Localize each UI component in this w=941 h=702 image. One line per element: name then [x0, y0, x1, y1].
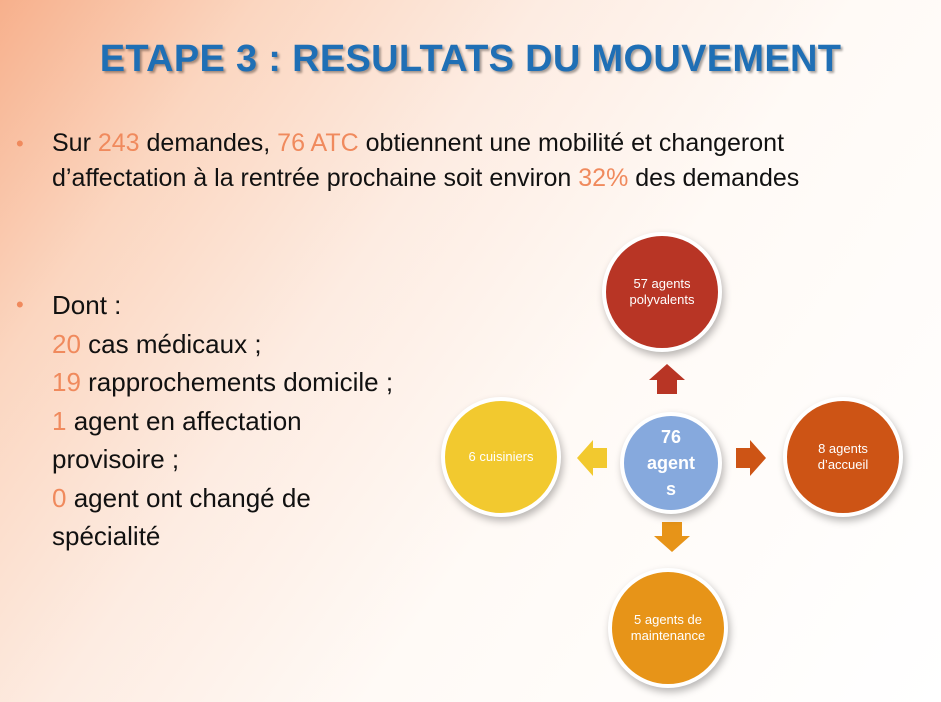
arrow-up-icon [647, 362, 687, 396]
detail-item [52, 402, 412, 479]
bullet-details [52, 286, 412, 556]
node-accueil [783, 397, 903, 517]
node-center-total [620, 412, 722, 514]
percentage: 32% [578, 164, 629, 192]
arrow-left-icon [575, 438, 609, 478]
detail-number: 0 [52, 482, 67, 513]
node-label: 6 cuisiniers [468, 449, 534, 464]
details-intro: • Dont : [52, 290, 122, 320]
summary-text-4: des demandes [628, 164, 800, 192]
requests-count: 243 [97, 129, 140, 157]
detail-number: 1 [52, 405, 67, 436]
node-polyvalents [602, 232, 722, 352]
detail-text: rapprochements domicile ; [80, 367, 394, 397]
detail-text: agent en affectation provisoire ; [52, 405, 302, 474]
summary-text-2: demandes, [139, 129, 278, 157]
detail-number: 19 [52, 367, 81, 397]
detail-item [52, 363, 412, 402]
detail-text: cas médicaux ; [80, 328, 262, 359]
detail-text: agent ont changé de spécialité [52, 482, 311, 551]
summary-text-1: Sur [52, 129, 98, 157]
node-label: 8 agents d’accueil [817, 441, 869, 472]
bullet-summary [52, 126, 902, 196]
arrow-down-icon [652, 520, 692, 554]
detail-item [52, 325, 412, 364]
node-cuisiniers [441, 397, 561, 517]
atc-count: 76 ATC [277, 129, 359, 157]
node-label: 5 agents de maintenance [630, 612, 706, 643]
slide-title: ETAPE 3 : RESULTATS DU MOUVEMENT [99, 38, 842, 80]
detail-item [52, 479, 412, 556]
node-label: 76 agents [646, 427, 695, 499]
detail-number: 20 [52, 328, 81, 359]
summary-text-3: obtiennent une mobilité et changeront d’affectation à la rentrée prochaine soit environ [52, 129, 785, 192]
arrow-right-icon [734, 438, 768, 478]
node-maintenance [608, 568, 728, 688]
node-label: 57 agents polyvalents [629, 276, 695, 307]
